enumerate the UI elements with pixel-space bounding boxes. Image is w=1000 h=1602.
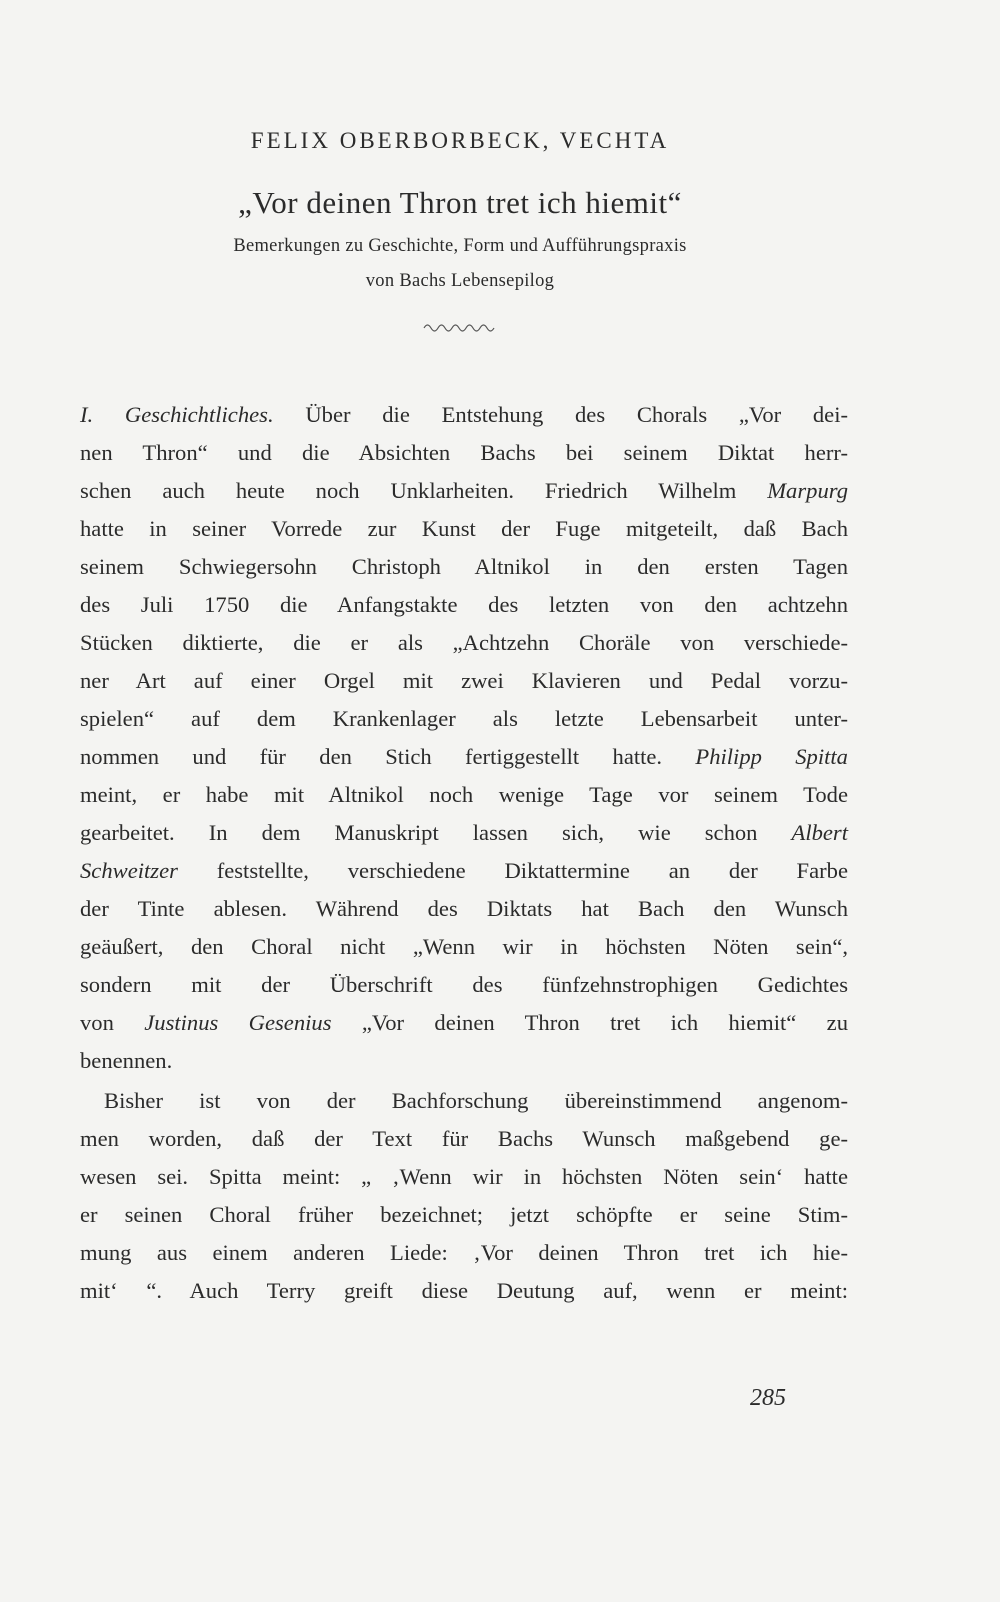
text-line: Schweitzer feststellte, verschiedene Diktattermine an der Farbe bbox=[80, 858, 848, 883]
text-line: der Tinte ablesen. Während des Diktats hat Bach den Wunsch bbox=[80, 896, 848, 921]
article-title: „Vor deinen Thron tret ich hiemit“ bbox=[238, 185, 682, 220]
text-line: hatte in seiner Vorrede zur Kunst der Fuge mitgeteilt, daß Bach bbox=[80, 516, 848, 541]
text-line: Stücken diktierte, die er als „Achtzehn Choräle von verschiede- bbox=[80, 630, 848, 655]
text-line: men worden, daß der Text für Bachs Wunsch maßgebend ge- bbox=[80, 1126, 848, 1151]
subtitle-line-1: Bemerkungen zu Geschichte, Form und Aufführungspraxis bbox=[233, 236, 687, 256]
text-line: benennen. bbox=[80, 1048, 173, 1073]
text-line: meint, er habe mit Altnikol noch wenige Tage vor seinem Tode bbox=[80, 782, 848, 807]
page-number: 285 bbox=[750, 1385, 786, 1411]
wavy-ornament-icon bbox=[422, 321, 498, 335]
name-schweitzer: Schweitzer bbox=[80, 858, 178, 883]
text-line: wesen sei. Spitta meint: „ ‚Wenn wir in höchsten Nöten sein‘ hatte bbox=[80, 1164, 848, 1189]
text-line: spielen“ auf dem Krankenlager als letzte Lebensarbeit unter- bbox=[80, 706, 848, 731]
text-line: mung aus einem anderen Liede: ‚Vor deinen Thron tret ich hie- bbox=[80, 1240, 848, 1265]
text-line: mit‘ “. Auch Terry greift diese Deutung auf, wenn er meint: bbox=[80, 1278, 848, 1303]
name-spitta: Philipp Spitta bbox=[695, 744, 848, 769]
name-gesenius: Justinus Gesenius bbox=[144, 1010, 332, 1035]
text-line: nommen und für den Stich fertiggestellt hatte. Philipp Spitta bbox=[80, 744, 848, 769]
text-line: nen Thron“ und die Absichten Bachs bei seinem Diktat herr- bbox=[80, 440, 848, 465]
text-line: I. Geschichtliches. Über die Entstehung des Chorals „Vor dei- bbox=[80, 402, 849, 427]
text-line: ner Art auf einer Orgel mit zwei Klavieren und Pedal vorzu- bbox=[80, 668, 848, 693]
text-line: er seinen Choral früher bezeichnet; jetzt schöpfte er seine Stim- bbox=[80, 1202, 848, 1227]
name-albert: Albert bbox=[791, 820, 848, 845]
author-heading: FELIX OBERBORBECK, VECHTA bbox=[250, 128, 670, 153]
text-line: sondern mit der Überschrift des fünfzehnstrophigen Gedichtes bbox=[80, 972, 848, 997]
section-heading: I. Geschichtliches. bbox=[80, 402, 274, 427]
text-line: geäußert, den Choral nicht „Wenn wir in höchsten Nöten sein“, bbox=[80, 934, 848, 959]
text-line: von Justinus Gesenius „Vor deinen Thron tret ich hiemit“ zu bbox=[80, 1010, 848, 1035]
text-line: Bisher ist von der Bachforschung übereinstimmend angenom- bbox=[104, 1088, 848, 1113]
name-marpurg: Marpurg bbox=[767, 478, 848, 503]
text-line: gearbeitet. In dem Manuskript lassen sich, wie schon Albert bbox=[80, 820, 848, 845]
text-line: schen auch heute noch Unklarheiten. Friedrich Wilhelm Marpurg bbox=[80, 478, 848, 503]
text-line: seinem Schwiegersohn Christoph Altnikol in den ersten Tagen bbox=[80, 554, 848, 579]
subtitle-line-2: von Bachs Lebensepilog bbox=[365, 271, 555, 291]
text-line: des Juli 1750 die Anfangstakte des letzten von den achtzehn bbox=[80, 592, 848, 617]
